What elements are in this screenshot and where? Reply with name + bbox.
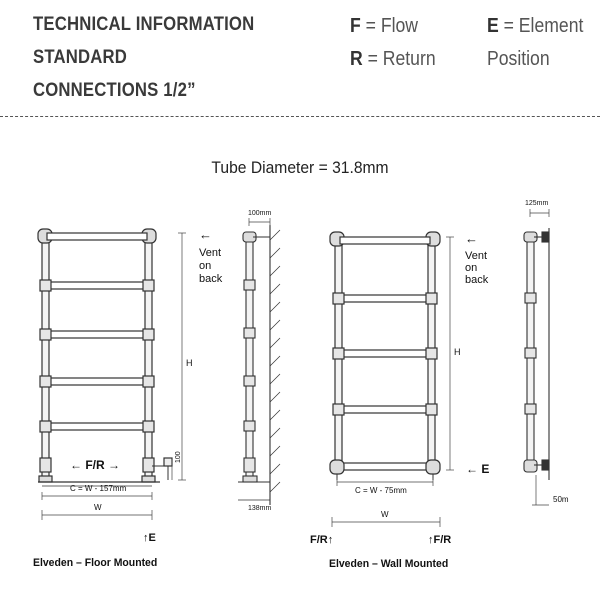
floor-vent-line2: on [199,260,212,272]
floor-rail-2 [47,282,147,289]
wall-caption: Elveden – Wall Mounted [329,558,449,570]
floor-foot-right [142,476,155,482]
wall-e-label: ← E [466,462,490,476]
floor-height-label: H [186,358,193,368]
legend-return-key: R [350,48,363,70]
wall-height-label: H [454,347,461,357]
wall-fr-right: ↑F/R [428,534,452,546]
legend-element-key: E [487,15,499,37]
title-connections: CONNECTIONS 1/2” [33,80,196,101]
wall-width-label: W [381,510,389,519]
legend-flow-text: = Flow [365,15,418,37]
floor-foot-left [39,476,52,482]
legend-element-text: = Element [503,15,584,37]
floor-e-label: ↑E [143,532,156,544]
title-technical-information: TECHNICAL INFORMATION [33,14,255,35]
floor-width-label: W [94,503,102,512]
floor-c-label: C = W - 157mm [70,484,127,493]
floor-side-top-dim: 100mm [248,210,272,217]
floor-side-view [238,225,280,505]
wall-vent-line2: on [465,262,478,274]
floor-rail-1 [47,233,147,240]
title-standard: STANDARD [33,47,127,68]
wall-side-top-dim: 125mm [525,200,549,207]
legend-return-text: = Return [367,48,436,70]
wall-vent-arrow: ← [465,231,478,246]
floor-side-bottom-dim: 138mm [248,505,272,512]
floor-fr-label: ← F/R → [70,458,120,472]
wall-side-bottom-dim: 50m [553,495,569,504]
legend-flow-key: F [350,15,361,37]
legend-position: Position [487,48,550,70]
tube-diameter-label: Tube Diameter = 31.8mm [211,158,389,177]
wall-c-label: C = W - 75mm [355,486,407,495]
wall-vent-line1: Vent [465,250,488,262]
wall-side-view [524,228,549,480]
floor-left-post [42,233,49,480]
floor-rail-4 [47,378,147,385]
floor-vent-line3: back [199,273,223,285]
wall-vent-line3: back [465,274,489,286]
floor-front-view [38,229,172,486]
floor-rail-3 [47,331,147,338]
floor-vent-line1: Vent [199,247,222,259]
floor-rail-5 [47,423,147,430]
floor-right-post [145,233,152,480]
wall-front-view [330,232,440,480]
floor-vent-arrow: ← [199,227,212,242]
floor-caption: Elveden – Floor Mounted [33,557,158,569]
wall-fr-left: F/R↑ [310,534,334,546]
floor-small-dim: 100 [175,451,182,463]
